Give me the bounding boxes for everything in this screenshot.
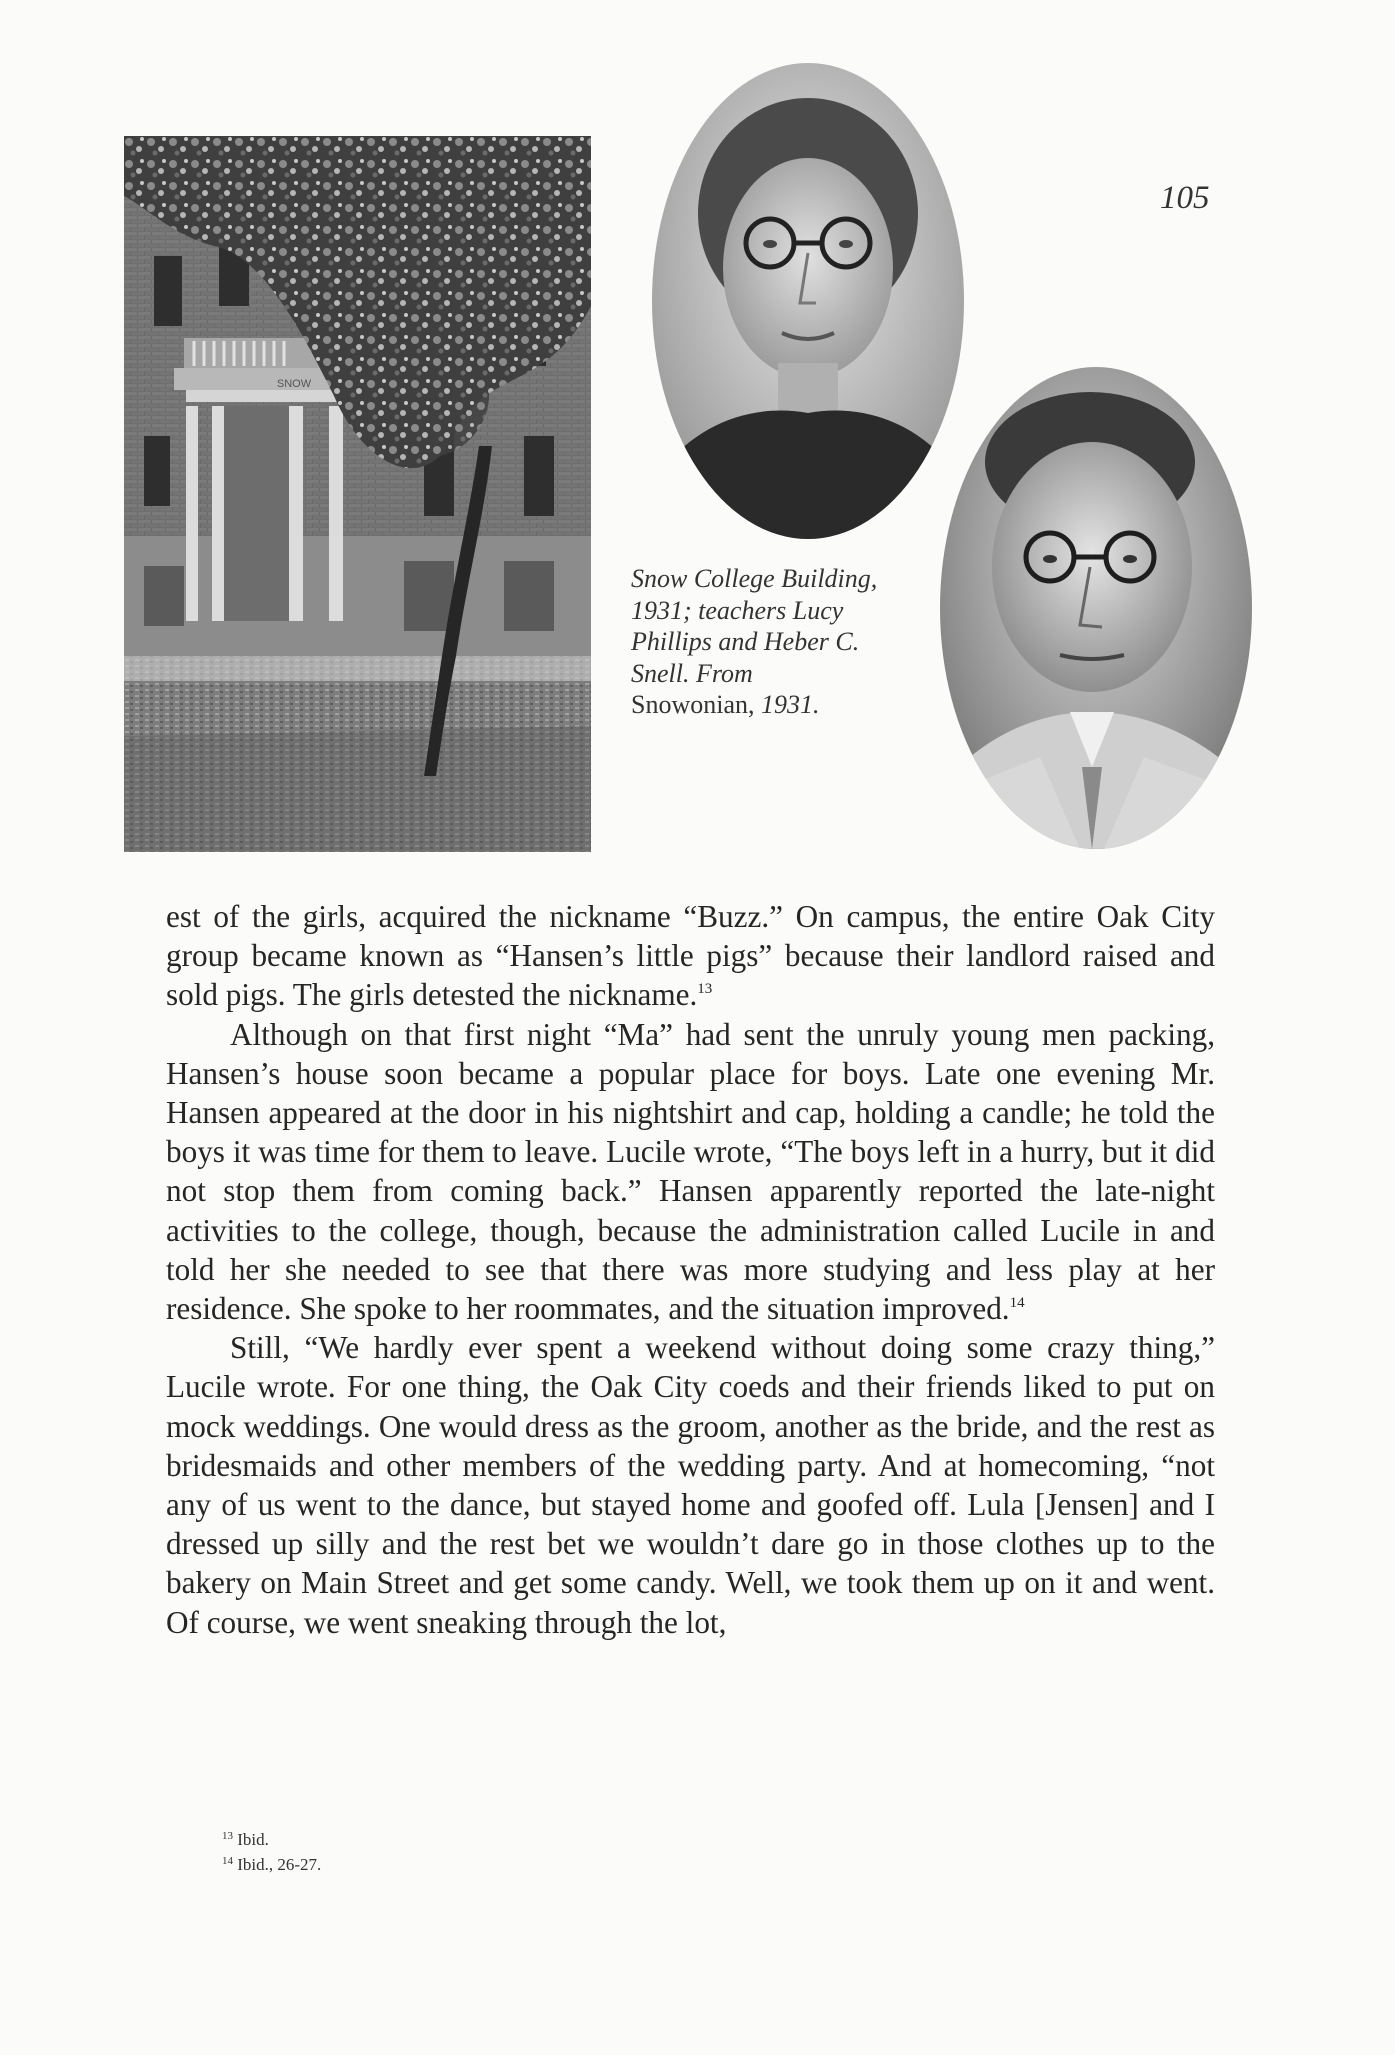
footnote-text: Ibid. <box>237 1830 269 1849</box>
paragraph-text: Although on that first night “Ma” had sent the unruly young men packing, Hansen’s house soon became a popular place for boys. Late one evening Mr. Hansen appeared at the door in his nightshirt and cap, holding a candle; he told the boys it was time for them to leave. Lucile wrote, “The boys left in a hurry, but it did not stop them from coming back.” Hansen apparently reported the late-night activities to the college, though, because the administration called Lucile in and told her she needed to see that there was more studying and less play at her residence. She spoke to her roommates, and the situation improved. <box>166 1016 1215 1327</box>
caption-source-year: 1931. <box>761 690 820 719</box>
caption-source-line <box>631 689 931 721</box>
footnote-number: 13 <box>222 1830 233 1842</box>
footnote-number: 14 <box>222 1855 233 1867</box>
paragraph <box>166 1015 1215 1329</box>
footnote-ref: 14 <box>1009 1295 1025 1312</box>
building-sign: SNOW <box>276 378 312 390</box>
footnote-text: Ibid., 26-27. <box>237 1855 322 1874</box>
snow-college-building-photo <box>124 136 591 852</box>
footnotes <box>222 1827 321 1877</box>
caption-source-title: Snowonian, <box>631 690 755 719</box>
paragraph-text: est of the girls, acquired the nickname “Buzz.” On campus, the entire Oak City group became known as “Hansen’s little pigs” because their landlord raised and sold pigs. The girls detested the nickname. <box>166 899 1215 1013</box>
body-text <box>166 897 1215 1642</box>
footnote-ref: 13 <box>697 981 713 998</box>
footnote <box>222 1827 321 1852</box>
caption-line: Snell. From <box>631 658 753 688</box>
lucy-phillips-portrait <box>652 63 964 539</box>
paragraph <box>166 897 1215 1015</box>
paragraph <box>166 1328 1215 1642</box>
caption-line: Phillips and Heber C. <box>631 627 860 656</box>
paragraph-text: Still, “We hardly ever spent a weekend without doing some crazy thing,” Lucile wrote. For one thing, the Oak City coeds and their friends liked to put on mock weddings. One would dress as the groom, another as the bride, and the rest as bridesmaids and other members of the wedding party. And at homecoming, “not any of us went to the dance, but stayed home and goofed off. Lula [Jensen] and I dressed up silly and the rest bet we wouldn’t dare go in those clothes up to the bakery on Main Street and get some candy. Well, we took them up on it and went. Of course, we went sneaking through the lot, <box>166 1330 1215 1640</box>
photo-caption <box>631 563 931 721</box>
heber-snell-portrait <box>940 367 1252 849</box>
caption-line: Snow College Building, <box>631 564 878 593</box>
caption-line: 1931; teachers Lucy <box>631 595 844 625</box>
footnote <box>222 1852 321 1877</box>
page-number: 105 <box>1160 180 1210 216</box>
